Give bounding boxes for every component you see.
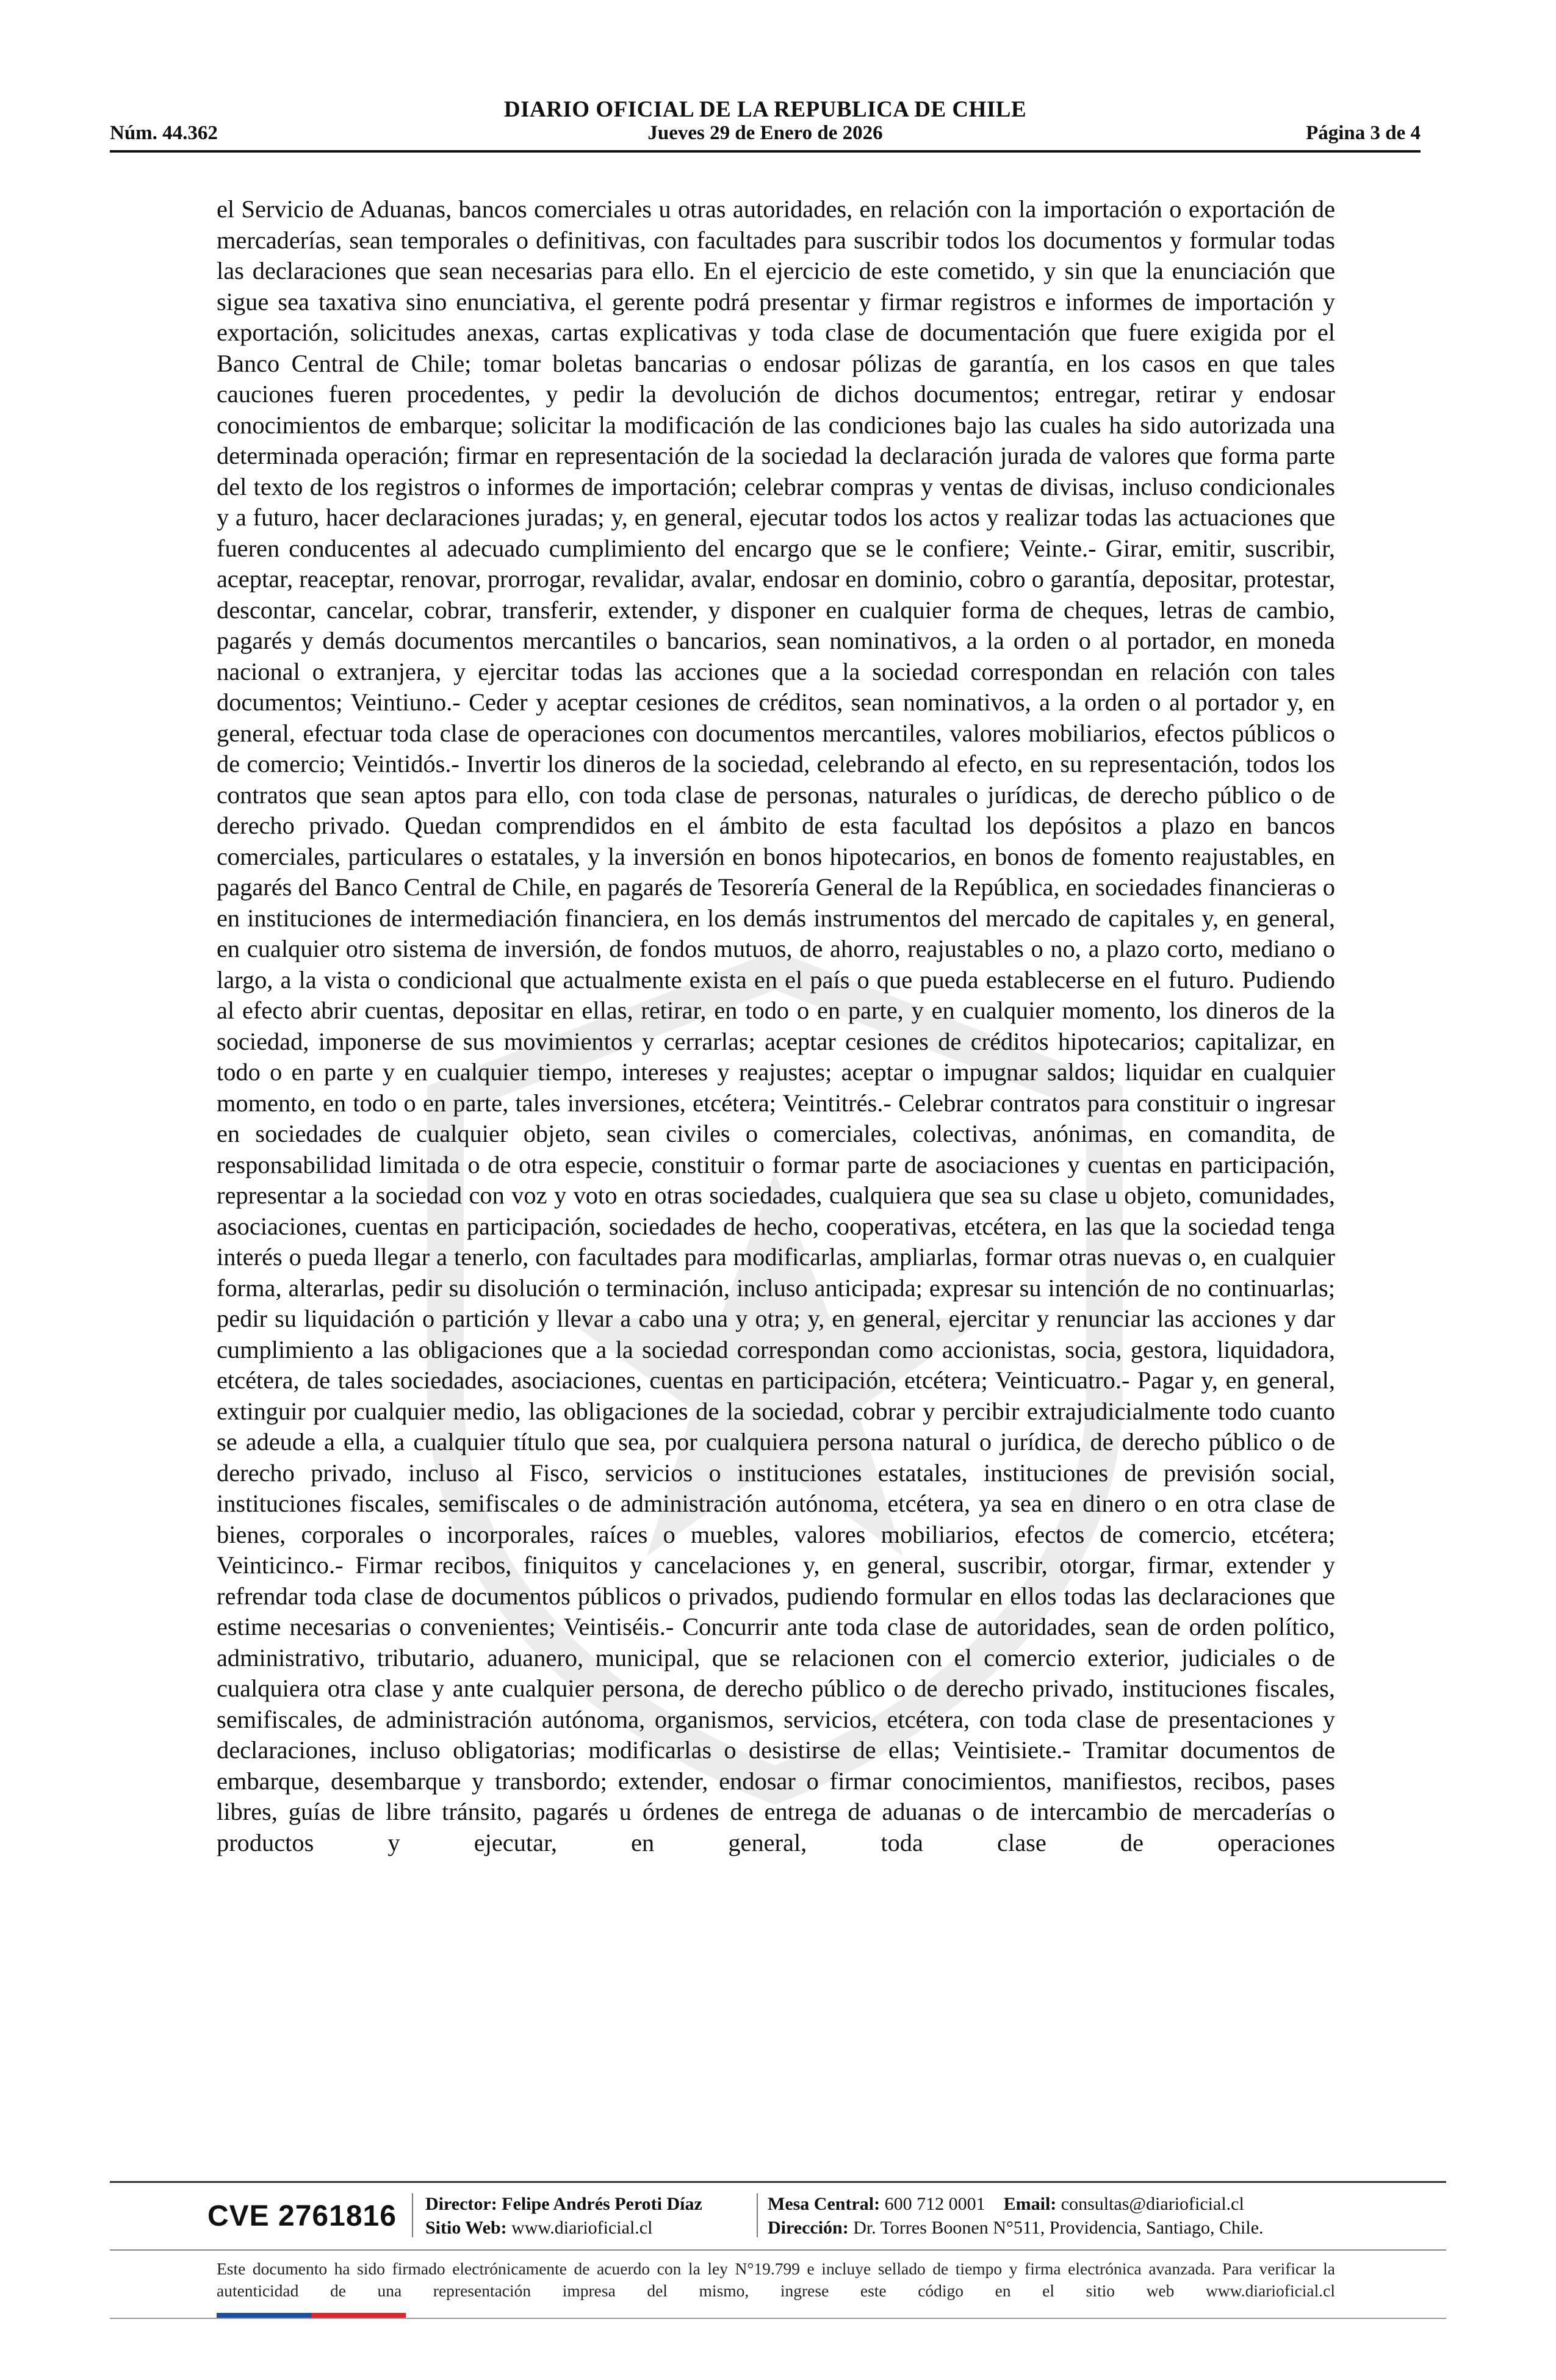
address-line: Dirección: Dr. Torres Boonen N°511, Providencia, Santiago, Chile. (768, 2218, 1264, 2238)
footer-separator (412, 2193, 413, 2237)
footer-top-divider (110, 2181, 1446, 2183)
page-header (110, 92, 1421, 153)
email-link[interactable]: consultas@diarioficial.cl (1061, 2194, 1244, 2214)
footer-contact-column (768, 2192, 1264, 2240)
website-link[interactable]: www.diarioficial.cl (511, 2218, 653, 2238)
contact-line: Mesa Central: 600 712 0001 Email: consultas@diarioficial.cl (768, 2194, 1244, 2214)
footer-mid-divider (110, 2249, 1446, 2251)
footer-director-column (425, 2192, 702, 2240)
document-body-text: el Servicio de Aduanas, bancos comerciales u otras autoridades, en relación con la importación o exportación de mercaderías, sean temporales o definitivas, con facultades para suscribir todos los documentos y formular todas las declaraciones que sean necesarias para ello. En el ejercicio de este cometido, y sin que la enunciación que sigue sea taxativa sino enunciativa, el gerente podrá presentar y firmar registros e informes de importación y exportación, solicitudes anexas, cartas explicativas y toda clase de documentación que fuere exigida por el Banco Central de Chile; tomar boletas bancarias o endosar pólizas de garantía, en los casos en que tales cauciones fueren procedentes, y pedir la devolución de dichos documentos; entregar, retirar y endosar conocimientos de embarque; solicitar la modificación de las condiciones bajo las cuales ha sido autorizada una determinada operación; firmar en representación de la sociedad la declaración jurada de valores que forma parte del texto de los registros o informes de importación; celebrar compras y ventas de divisas, incluso condicionales y a futuro, hacer declaraciones juradas; y, en general, ejecutar todos los actos y realizar todas las actuaciones que fueren conducentes al adecuado cumplimiento del encargo que se le confiere; Veinte.- Girar, emitir, suscribir, aceptar, reaceptar, renovar, prorrogar, revalidar, avalar, endosar en dominio, cobro o garantía, depositar, protestar, descontar, cancelar, cobrar, transferir, extender, y disponer en cualquier forma de cheques, letras de cambio, pagarés y demás documentos mercantiles o bancarios, sean nominativos, a la orden o al portador, en moneda nacional o extranjera, y ejercitar todas las acciones que a la sociedad correspondan en relación con tales documentos; Veintiuno.- Ceder y aceptar cesiones de créditos, sean nominativos, a la orden o al portador y, en general, efectuar toda clase de operaciones con documentos mercantiles, valores mobiliarios, efectos públicos o de comercio; Veintidós.- Invertir los dineros de la sociedad, celebrando al efecto, en su representación, todos los contratos que sean aptos para ello, con toda clase de personas, naturales o jurídicas, de derecho público o de derecho privado. Quedan comprendidos en el ámbito de esta facultad los depósitos a plazo en bancos comerciales, particulares o estatales, y la inversión en bonos hipotecarios, en bonos de fomento reajustables, en pagarés del Banco Central de Chile, en pagarés de Tesorería General de la República, en sociedades financieras o en instituciones de intermediación financiera, en los demás instrumentos del mercado de capitales y, en general, en cualquier otro sistema de inversión, de fondos mutuos, de ahorro, reajustables o no, a plazo corto, mediano o largo, a la vista o condicional que actualmente exista en el país o que pueda establecerse en el futuro. Pudiendo al efecto abrir cuentas, depositar en ellas, retirar, en todo o en parte, y en cualquier momento, los dineros de la sociedad, imponerse de sus movimientos y cerrarlas; aceptar cesiones de créditos hipotecarios; capitalizar, en todo o en parte y en cualquier tiempo, intereses y reajustes; aceptar o impugnar saldos; liquidar en cualquier momento, en todo o en parte, tales inversiones, etcétera; Veintitrés.- Celebrar contratos para constituir o ingresar en sociedades de cualquier objeto, sean civiles o comerciales, colectivas, anónimas, en comandita, de responsabilidad limitada o de otra especie, constituir o formar parte de asociaciones y cuentas en participación, representar a la sociedad con voz y voto en otras sociedades, cualquiera que sea su clase u objeto, comunidades, asociaciones, cuentas en participación, sociedades de hecho, cooperativas, etcétera, en las que la sociedad tenga interés o pueda llegar a tenerlo, con facultades para modificarlas, ampliarlas, formar otras nuevas o, en cualquier forma, alterarlas, pedir su disolución o terminación, incluso anticipada; expresar su intención de no continuarlas; pedir su liquidación o partición y llevar a cabo una y otra; y, en general, ejercitar y renunciar las acciones y dar cumplimiento a las obligaciones que a la sociedad correspondan como accionistas, socia, gestora, liquidadora, etcétera, de tales sociedades, asociaciones, cuentas en participación, etcétera; Veinticuatro.- Pagar y, en general, extinguir por cualquier medio, las obligaciones de la sociedad, cobrar y percibir extrajudicialmente todo cuanto se adeude a ella, a cualquier título que sea, por cualquiera persona natural o jurídica, de derecho público o de derecho privado, incluso al Fisco, servicios o instituciones estatales, instituciones de previsión social, instituciones fiscales, semifiscales o de administración autónoma, etcétera, ya sea en dinero o en otra clase de bienes, corporales o incorporales, raíces o muebles, valores mobiliarios, efectos de comercio, etcétera; Veinticinco.- Firmar recibos, finiquitos y cancelaciones y, en general, suscribir, otorgar, firmar, extender y refrendar toda clase de documentos públicos o privados, pudiendo formular en ellos todas las declaraciones que estime necesarias o convenientes; Veintiséis.- Concurrir ante toda clase de autoridades, sean de orden político, administrativo, tributario, aduanero, municipal, que se relacionen con el comercio exterior, judiciales o de cualquiera otra clase y ante cualquier persona, de derecho público o de derecho privado, instituciones fiscales, semifiscales, de administración autónoma, organismos, servicios, etcétera, con toda clase de presentaciones y declaraciones, incluso obligatorias; modificarlas o desistirse de ellas; Veintisiete.- Tramitar documentos de embarque, desembarque y transbordo; extender, endosar o firmar conocimientos, manifiestos, recibos, pases libres, guías de libre tránsito, pagarés u órdenes de entrega de aduanas o de intercambio de mercaderías o productos y ejecutar, en general, toda clase de operaciones (217, 195, 1335, 1856)
footer-info (207, 2191, 1355, 2246)
website-line: Sitio Web: www.diarioficial.cl (425, 2218, 653, 2238)
director-line: Director: Felipe Andrés Peroti Díaz (425, 2194, 702, 2214)
address-value: Dr. Torres Boonen N°511, Providencia, Santiago, Chile. (853, 2218, 1264, 2238)
footer-bottom-divider (110, 2318, 1446, 2319)
page-number: Página 3 de 4 (1306, 122, 1421, 144)
phone-number: 600 712 0001 (884, 2194, 985, 2214)
cve-code: CVE 2761816 (207, 2200, 397, 2232)
issue-number: Núm. 44.362 (110, 122, 218, 144)
legal-notice: Este documento ha sido firmado electrónicamente de acuerdo con la ley N°19.799 e incluye sellado de tiempo y firma electrónica avanzada. Para verificar la autenticidad de una representación impresa del mismo, ingrese este código en el sitio web www.diarioficial.cl (217, 2259, 1335, 2300)
footer-separator (757, 2193, 758, 2237)
issue-date: Jueves 29 de Enero de 2026 (647, 122, 883, 144)
publication-title: DIARIO OFICIAL DE LA REPUBLICA DE CHILE (503, 97, 1027, 122)
director-name: Felipe Andrés Peroti Díaz (502, 2194, 702, 2214)
